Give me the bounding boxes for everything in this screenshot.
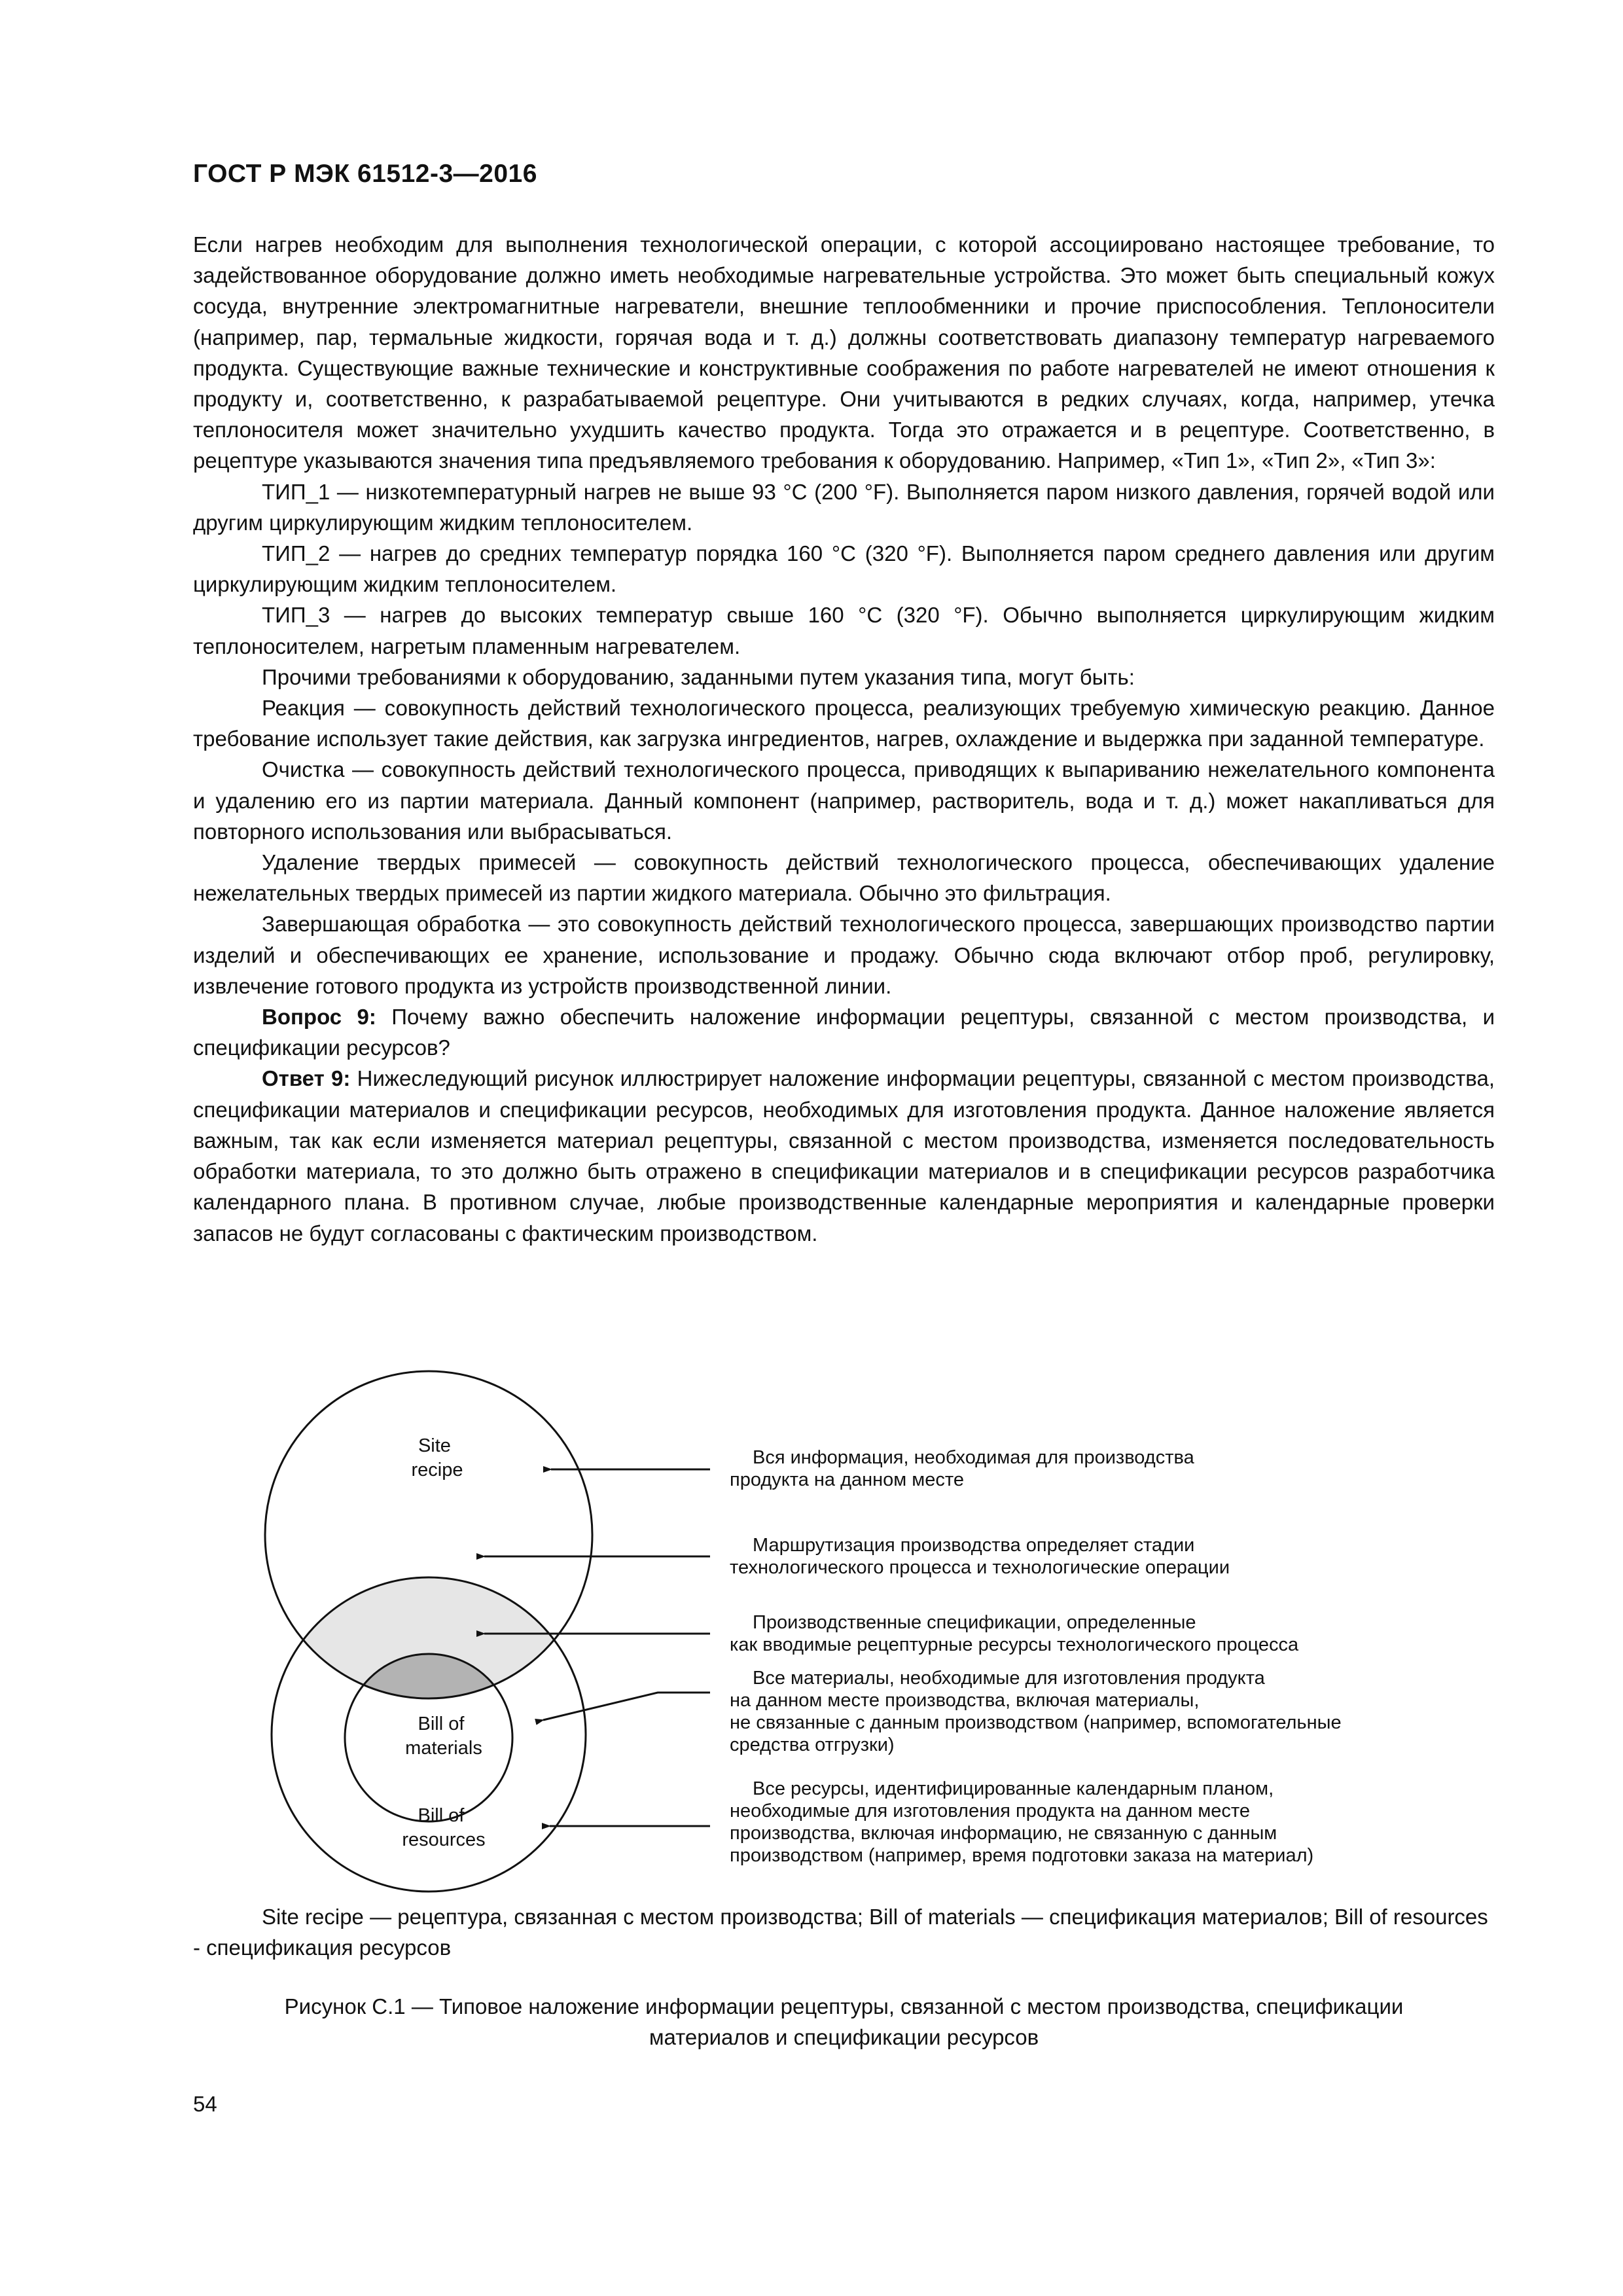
question-text: Почему важно обеспечить наложение информации рецептуры, связанной с местом производства, и спецификации ресурсов? <box>193 1005 1495 1060</box>
paragraph-heating-intro: Если нагрев необходим для выполнения технологической операции, с которой ассоциировано настоящее требование, то задействованное оборудование должно иметь необходимые нагревательные устройства. Это может быть специальный кожух сосуда, внутренние электромагнитные нагреватели, внешние теплообменники и прочие приспособления. Теплоносители (например, пар, термальные жидкости, горячая вода и т. д.) должны соответствовать диапазону температур нагреваемого продукта. Существующие важные технические и конструктивные соображения по работе нагревателей не имеют отношения к продукту и, соответственно, к разрабатываемой рецептуре. Они учитываются в редких случаях, когда, например, утечка теплоносителя может значительно ухудшить качество продукта. Тогда это отражается и в рецептуре. Соответственно, в рецептуре указываются значения типа предъявляемого требования к оборудованию. Например, «Тип 1», «Тип 2», «Тип 3»: <box>193 232 1495 473</box>
paragraph-type-2: ТИП_2 — нагрев до средних температур порядка 160 °С (320 °F). Выполняется паром среднего давления или другим циркулирующим жидким теплоносителем. <box>193 541 1495 597</box>
answer-text: Нижеследующий рисунок иллюстрирует наложение информации рецептуры, связанной с местом производства, спецификации материалов и спецификации ресурсов, необходимых для изготовления продукта. Данное наложение является важным, так как если изменяется материал рецептуры, связанной с местом производства, изменяется последовательность обработки материала, то это должно быть отражено в спецификации материалов и в спецификации ресурсов разработчика календарного плана. В противном случае, любые производственные календарные мероприятия и календарные проверки запасов не будут согласованы с фактическим производством. <box>193 1066 1495 1246</box>
bill-of-resources-label: Bill of resources <box>402 1805 486 1850</box>
paragraph-type-3: ТИП_3 — нагрев до высоких температур свыше 160 °С (320 °F). Обычно выполняется циркулирующим жидким теплоносителем, нагретым пламенным нагревателем. <box>193 603 1495 658</box>
bill-of-materials-label: Bill of materials <box>405 1713 482 1759</box>
paragraph-other-requirements: Прочими требованиями к оборудованию, заданными путем указания типа, могут быть: <box>262 664 1135 689</box>
paragraph-cleaning: Очистка — совокупность действий технологического процесса, приводящих к выпариванию нежелательного компонента и удалению его из партии материала. Данный компонент (например, растворитель, вода и т. д.) может накапливаться для повторного использования или выбрасываться. <box>193 757 1495 844</box>
answer-label: Ответ 9: <box>262 1066 351 1091</box>
annotation-bill-of-materials: Все материалы, необходимые для изготовления продукта на данном месте производства, включая материалы, не связанные с данным производством (например, вспомогательные средства отгрузки) <box>730 1668 1342 1755</box>
figure-caption <box>193 1991 1495 2053</box>
annotation-production-specifications: Производственные спецификации, определенные как вводимые рецептурные ресурсы технологического процесса <box>730 1612 1299 1655</box>
caption-line-1: Рисунок С.1 — Типовое наложение информации рецептуры, связанной с местом производства, спецификации <box>284 1994 1404 2018</box>
annotation-bill-of-resources: Все ресурсы, идентифицированные календарным планом, необходимые для изготовления продукта на данном месте производства, включая информацию, не связанную с данным производством (например, время подготовки заказа на материал) <box>730 1778 1314 1866</box>
paragraph-finishing: Завершающая обработка — это совокупность действий технологического процесса, завершающих производство партии изделий и обеспечивающих ее хранение, использование и продажу. Обычно сюда включают отбор проб, регулировку, извлечение готового продукта из устройств производственной линии. <box>193 912 1495 998</box>
question-label: Вопрос 9: <box>262 1005 376 1030</box>
caption-line-2: материалов и спецификации ресурсов <box>649 2025 1039 2049</box>
page-header: ГОСТ Р МЭК 61512-3—2016 <box>193 160 537 188</box>
figure-legend: Site recipe — рецептура, связанная с местом производства; Bill of materials — спецификация материалов; Bill of resources - спецификация ресурсов <box>193 1905 1488 1960</box>
annotation-production-routing: Маршрутизация производства определяет стадии технологического процесса и технологические операции <box>730 1535 1230 1578</box>
arrow-bill-of-materials <box>543 1693 710 1720</box>
paragraph-type-1: ТИП_1 — низкотемпературный нагрев не выше 93 °С (200 °F). Выполняется паром низкого давления, горячей водой или другим циркулирующим жидким теплоносителем. <box>193 479 1495 535</box>
annotation-site-recipe: Вся информация, необходимая для производства продукта на данном месте <box>730 1447 1194 1490</box>
paragraph-solid-removal: Удаление твердых примесей — совокупность действий технологического процесса, обеспечивающих удаление нежелательных твердых примесей из партии жидкого материала. Обычно это фильтрация. <box>193 850 1495 906</box>
page-number: 54 <box>193 2092 217 2116</box>
paragraph-reaction: Реакция — совокупность действий технологического процесса, реализующих требуемую химическую реакцию. Данное требование использует такие действия, как загрузка ингредиентов, нагрев, охлаждение и выдержка при заданной температуре. <box>193 696 1495 751</box>
site-recipe-label: Site recipe <box>411 1435 463 1480</box>
